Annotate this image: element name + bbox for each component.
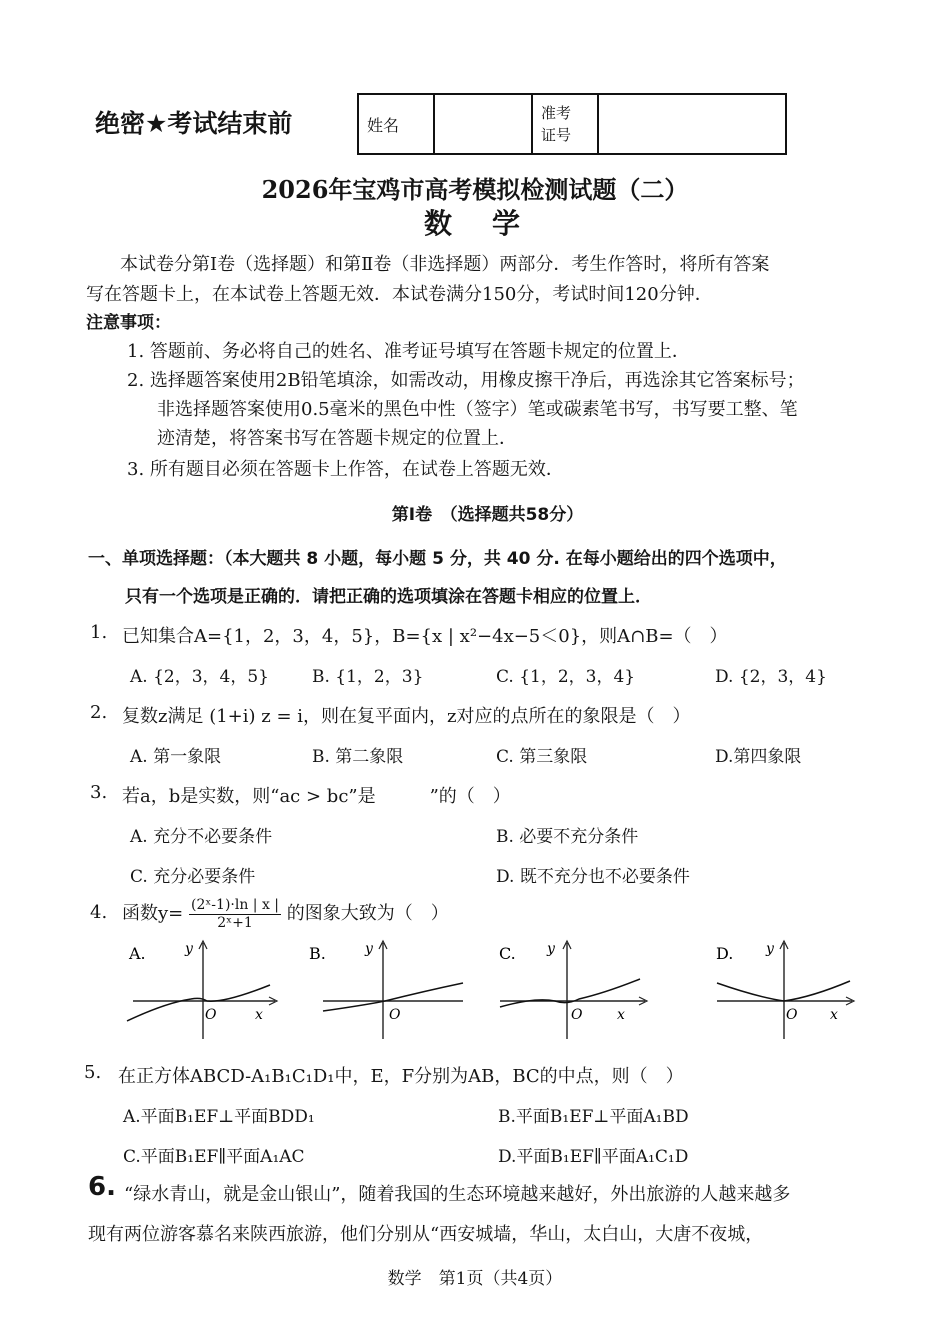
question-2-stem: 复数z满足 (1+i) z = i，则在复平面内，z对应的点所在的象限是（ ） xyxy=(122,706,691,727)
graph-label-b: B. xyxy=(309,944,326,963)
graph-d-svg xyxy=(712,935,862,1045)
q5-option-d[interactable]: D.平面B₁EF∥平面A₁C₁D xyxy=(498,1147,689,1167)
exam-id-label: 准考 证号 xyxy=(532,94,598,154)
y-axis-label: y xyxy=(766,941,774,957)
question-1-stem: 已知集合A={1，2，3，4，5}，B={x | x²−4x−5＜0}，则A∩B=（ ） xyxy=(122,626,728,647)
q3-option-a[interactable]: A. 充分不必要条件 xyxy=(130,827,273,847)
question-number: 1. xyxy=(90,622,108,643)
confidential-label: 绝密★考试结束前 xyxy=(95,109,293,138)
question-number: 3. xyxy=(90,782,108,803)
q5-option-b[interactable]: B.平面B₁EF⊥平面A₁BD xyxy=(498,1107,689,1127)
graph-option-a[interactable] xyxy=(125,935,285,1049)
x-axis-label: x xyxy=(830,1007,838,1023)
question-6-line-2: 现有两位游客慕名来陕西旅游，他们分别从“西安城墙，华山，太白山，大唐不夜城， xyxy=(88,1224,764,1245)
q1-option-c[interactable]: C. {1，2，3，4} xyxy=(496,667,636,687)
q1-option-a[interactable]: A. {2，3，4，5} xyxy=(130,667,269,687)
question-5-stem: 在正方体ABCD-A₁B₁C₁D₁中，E，F分别为AB，BC的中点，则（ ） xyxy=(118,1066,684,1087)
q2-option-d[interactable]: D.第四象限 xyxy=(715,747,802,767)
question-3-stem: 若a，b是实数，则“ac > bc”是 ”的（ ） xyxy=(122,786,511,807)
x-axis-label: x xyxy=(617,1007,625,1023)
q3-option-d[interactable]: D. 既不充分也不必要条件 xyxy=(496,867,690,887)
q2-option-c[interactable]: C. 第三象限 xyxy=(496,747,588,767)
y-axis-label: y xyxy=(185,941,193,957)
name-field[interactable] xyxy=(434,94,532,154)
note-3: 3. 所有题目必须在答题卡上作答，在试卷上答题无效． xyxy=(127,459,564,480)
origin-label: O xyxy=(205,1007,217,1023)
graph-label-a: A. xyxy=(129,944,146,963)
graph-option-d[interactable] xyxy=(712,935,862,1049)
page-footer: 数学 第1页（共4页） xyxy=(387,1269,563,1289)
question-4-stem: 函数y= $\frac{\text{(2ˣ-1)·ln | x |}}{\text{2ˣ+1}}$ 的图象大致为（ ） xyxy=(122,896,449,931)
graph-option-b[interactable] xyxy=(305,935,470,1049)
y-axis-label: y xyxy=(547,941,555,957)
graph-a-svg xyxy=(125,935,285,1045)
section-1-heading: 一、单项选择题：（本大题共 8 小题，每小题 5 分，共 40 分. 在每小题给出的四个选项中， xyxy=(88,549,787,569)
note-2: 2. 选择题答案使用2B铅笔填涂，如需改动，用橡皮擦干净后，再选涂其它答案标号； xyxy=(127,370,805,391)
exam-title: 2026年宝鸡市高考模拟检测试题（二） xyxy=(261,175,689,204)
subject-title: 数 学 xyxy=(423,207,526,240)
function-fraction: $\frac{\text{(2ˣ-1)·ln | x |}}{\text{2ˣ+1}}$ xyxy=(191,896,280,931)
question-6-line-1: “绿水青山，就是金山银山”，随着我国的生态环境越来越好，外出旅游的人越来越多 xyxy=(124,1184,791,1205)
q5-option-c[interactable]: C.平面B₁EF∥平面A₁AC xyxy=(123,1147,305,1167)
origin-label: O xyxy=(389,1007,401,1023)
question-number: 5. xyxy=(84,1062,102,1083)
graph-label-c: C. xyxy=(499,944,516,963)
candidate-info-box xyxy=(357,93,787,155)
question-number: 6. xyxy=(88,1172,116,1202)
q3-option-c[interactable]: C. 充分必要条件 xyxy=(130,867,256,887)
name-label: 姓名 xyxy=(358,94,434,154)
q5-option-a[interactable]: A.平面B₁EF⊥平面BDD₁ xyxy=(123,1107,315,1127)
exam-id-field[interactable] xyxy=(598,94,786,154)
graph-b-svg xyxy=(305,935,470,1045)
note-1: 1. 答题前、务必将自己的姓名、准考证号填写在答题卡规定的位置上． xyxy=(127,341,690,362)
part-1-title: 第Ⅰ卷 （选择题共58分） xyxy=(391,505,584,525)
q1-option-b[interactable]: B. {1，2，3} xyxy=(312,667,424,687)
origin-label: O xyxy=(786,1007,798,1023)
graph-label-d: D. xyxy=(716,944,734,963)
question-number: 4. xyxy=(90,902,108,923)
question-number: 2. xyxy=(90,702,108,723)
q1-option-d[interactable]: D. {2，3，4} xyxy=(715,667,827,687)
q3-option-b[interactable]: B. 必要不充分条件 xyxy=(496,827,639,847)
note-2-cont: 非选择题答案使用0.5毫米的黑色中性（签字）笔或碳素笔书写，书写要工整、笔 xyxy=(157,399,798,420)
intro-line-1: 本试卷分第Ⅰ卷（选择题）和第Ⅱ卷（非选择题）两部分．考生作答时，将所有答案 xyxy=(120,254,770,275)
x-axis-label: x xyxy=(255,1007,263,1023)
section-1-heading-cont: 只有一个选项是正确的．请把正确的选项填涂在答题卡相应的位置上． xyxy=(125,587,652,607)
graph-c-svg xyxy=(495,935,660,1045)
notes-title: 注意事项： xyxy=(86,313,171,333)
note-2-cont-2: 迹清楚，将答案书写在答题卡规定的位置上． xyxy=(157,428,517,449)
origin-label: O xyxy=(571,1007,583,1023)
y-axis-label: y xyxy=(365,941,373,957)
q2-option-b[interactable]: B. 第二象限 xyxy=(312,747,404,767)
intro-line-2: 写在答题卡上，在本试卷上答题无效．本试卷满分150分，考试时间120分钟． xyxy=(86,284,713,305)
q2-option-a[interactable]: A. 第一象限 xyxy=(130,747,222,767)
graph-option-c[interactable] xyxy=(495,935,660,1049)
